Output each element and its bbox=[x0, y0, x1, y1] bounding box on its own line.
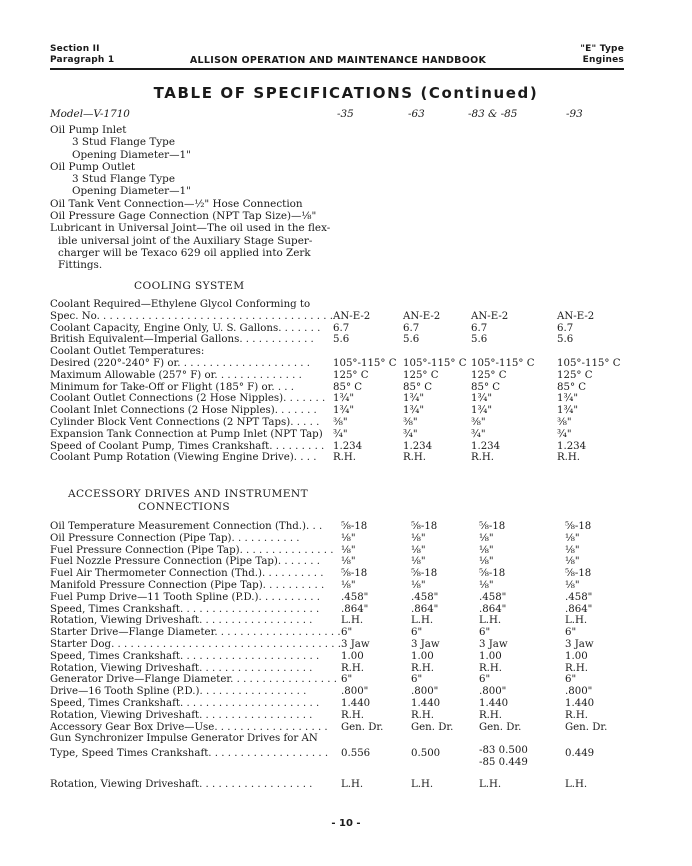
intro-line: 3 Stud Flange Type bbox=[72, 136, 175, 149]
value-93: 6" bbox=[565, 627, 577, 639]
value-35: .458" bbox=[341, 591, 369, 603]
value-93: 1.440 bbox=[565, 697, 595, 709]
value-35: 1¾" bbox=[332, 393, 355, 405]
row-label: Rotation, Viewing Driveshaft. . . . . . . . . . . . . . . . . . bbox=[50, 778, 313, 790]
value-83-85: R.H. bbox=[479, 709, 503, 721]
value-63: R.H. bbox=[402, 452, 427, 464]
value-83-85: ⅛" bbox=[479, 532, 494, 544]
value-93: L.H. bbox=[565, 778, 588, 790]
value-83-85: .800" bbox=[479, 686, 507, 698]
value-63: .800" bbox=[411, 686, 439, 698]
value-63: ⅛" bbox=[411, 579, 426, 591]
value-63: Gen. Dr. bbox=[411, 721, 454, 733]
table-row bbox=[50, 627, 635, 639]
value-83-85: 1.234 bbox=[470, 440, 501, 452]
handbook-title: ALLISON OPERATION AND MAINTENANCE HANDBOOK bbox=[189, 55, 487, 66]
value-93: ⅛" bbox=[565, 579, 580, 591]
value-63: 1¾" bbox=[402, 405, 425, 417]
table-row bbox=[50, 710, 635, 722]
value-35: AN-E-2 bbox=[332, 310, 371, 322]
value-35: ⅜" bbox=[332, 416, 348, 428]
header-rule bbox=[50, 68, 624, 70]
value-83-85: 6" bbox=[479, 627, 491, 639]
value-83-85: 1.440 bbox=[479, 697, 509, 709]
value-35: 1.00 bbox=[341, 650, 364, 662]
value-83-85: 6" bbox=[479, 674, 491, 686]
value-93: AN-E-2 bbox=[556, 310, 595, 322]
value-35: 3 Jaw bbox=[341, 638, 370, 650]
row-label: Cylinder Block Vent Connections (2 NPT Taps). . . . . bbox=[50, 416, 320, 428]
value-35: 1¾" bbox=[332, 405, 355, 417]
value-63: .458" bbox=[411, 591, 439, 603]
table-row bbox=[50, 745, 635, 769]
value-83: -83 0.500 bbox=[479, 745, 528, 757]
table-row bbox=[50, 556, 635, 568]
value-63: ⅛" bbox=[411, 544, 426, 556]
value-93: 1¾" bbox=[556, 393, 579, 405]
row-label: Generator Drive—Flange Diameter. . . . . . . . . . . . . . . . . bbox=[50, 674, 337, 686]
row-label: Coolant Outlet Temperatures: bbox=[50, 346, 205, 358]
column-header-93: -93 bbox=[566, 108, 583, 120]
table-row bbox=[50, 604, 635, 616]
accessory-table bbox=[50, 521, 635, 791]
value-83-85: L.H. bbox=[479, 778, 502, 790]
table-row bbox=[50, 663, 635, 675]
value-93: 105°-115° C bbox=[556, 357, 621, 369]
value-83-85: ⅜" bbox=[470, 416, 486, 428]
value-93: ⅝-18 bbox=[565, 521, 592, 532]
row-label: Starter Dog. . . . . . . . . . . . . . . . . . . . . . . . . . . . . . . . . . . . bbox=[50, 638, 341, 650]
page-title: TABLE OF SPECIFICATIONS (Continued) bbox=[153, 84, 539, 102]
table-row bbox=[50, 334, 627, 346]
value-93: 6" bbox=[565, 674, 577, 686]
value-35: 6" bbox=[341, 674, 353, 686]
value-63: 6.7 bbox=[402, 322, 420, 334]
row-label: Desired (220°-240° F) or. . . . . . . . . . . . . . . . . . . . . bbox=[50, 357, 311, 369]
engine-type bbox=[580, 44, 624, 66]
page-number: - 10 - bbox=[331, 818, 361, 829]
value-35: ⅛" bbox=[341, 532, 356, 544]
column-header-35: -35 bbox=[337, 108, 354, 120]
table-row bbox=[50, 382, 627, 394]
value-35: ¾" bbox=[332, 428, 348, 440]
table-row bbox=[50, 686, 635, 698]
row-label: Starter Drive—Flange Diameter. . . . . . . . . . . . . . . . . . . . bbox=[50, 627, 341, 639]
value-93: R.H. bbox=[565, 709, 589, 721]
intro-line: Fittings. bbox=[58, 259, 103, 272]
value-93: 1.00 bbox=[565, 650, 588, 662]
value-83-85: L.H. bbox=[479, 615, 502, 627]
table-row bbox=[50, 733, 635, 745]
value-63: 1.440 bbox=[411, 697, 441, 709]
value-35: 125° C bbox=[332, 369, 369, 381]
row-label: Coolant Required—Ethylene Glycol Conforming to bbox=[50, 299, 311, 310]
table-row bbox=[50, 639, 635, 651]
value-93: L.H. bbox=[565, 615, 588, 627]
value-93: ⅛" bbox=[565, 544, 580, 556]
value-83-85: 1.00 bbox=[479, 650, 502, 662]
value-63: L.H. bbox=[411, 778, 434, 790]
value-63: .864" bbox=[411, 603, 439, 615]
table-row bbox=[50, 592, 635, 604]
table-row bbox=[50, 651, 635, 663]
table-row bbox=[50, 698, 635, 710]
row-label: Spec. No. . . . . . . . . . . . . . . . . . . . . . . . . . . . . . . . . . . . . bbox=[50, 310, 333, 322]
table-row bbox=[50, 452, 627, 464]
value-63: 6" bbox=[411, 674, 423, 686]
value-63: 6" bbox=[411, 627, 423, 639]
intro-line: Oil Tank Vent Connection—½" Hose Connection bbox=[50, 197, 303, 210]
accessory-title-line2: CONNECTIONS bbox=[138, 500, 231, 513]
value-63: ⅛" bbox=[411, 532, 426, 544]
intro-line: 3 Stud Flange Type bbox=[72, 173, 175, 186]
value-83-85: 3 Jaw bbox=[479, 638, 508, 650]
value-35: ⅛" bbox=[341, 579, 356, 591]
value-63: 3 Jaw bbox=[411, 638, 440, 650]
value-35: R.H. bbox=[332, 452, 357, 464]
value-93: 0.449 bbox=[565, 748, 595, 760]
value-35: 1.440 bbox=[341, 697, 371, 709]
row-label: Maximum Allowable (257° F) or. . . . . . . . . . . . . . bbox=[50, 369, 302, 381]
value-93: ⅛" bbox=[565, 556, 580, 568]
value-83-85: ⅝-18 bbox=[479, 521, 506, 532]
value-35: ⅛" bbox=[341, 544, 356, 556]
value-35: ⅛" bbox=[341, 556, 356, 568]
value-83-85: .458" bbox=[479, 591, 507, 603]
value-63: 5.6 bbox=[402, 334, 420, 346]
row-label: Rotation, Viewing Driveshaft. . . . . . . . . . . . . . . . . . bbox=[50, 709, 313, 721]
intro-line: ible universal joint of the Auxiliary Stage Super- bbox=[58, 234, 313, 247]
table-row bbox=[50, 323, 627, 335]
table-row bbox=[50, 358, 627, 370]
value-35: .864" bbox=[341, 603, 369, 615]
value-35: Gen. Dr. bbox=[341, 721, 384, 733]
value-35: 85° C bbox=[332, 381, 363, 393]
value-35: L.H. bbox=[341, 778, 364, 790]
intro-line: Opening Diameter—1" bbox=[72, 185, 191, 198]
row-label: Rotation, Viewing Driveshaft. . . . . . . . . . . . . . . . . . bbox=[50, 615, 313, 627]
value-83-85: Gen. Dr. bbox=[479, 721, 522, 733]
row-label: Drive—16 Tooth Spline (P.D.). . . . . . . . . . . . . . . . . bbox=[50, 686, 307, 698]
value-63: 105°-115° C bbox=[402, 357, 467, 369]
value-63: ¾" bbox=[402, 428, 418, 440]
value-93: .864" bbox=[565, 603, 593, 615]
row-label: Fuel Nozzle Pressure Connection (Pipe Tap). . . . . . . bbox=[50, 556, 320, 568]
row-label: Manifold Pressure Connection (Pipe Tap). . . . . . . . . . bbox=[50, 579, 325, 591]
row-label: Oil Temperature Measurement Connection (Thd.). . . bbox=[50, 521, 323, 532]
value-93: 125° C bbox=[556, 369, 593, 381]
intro-line: Oil Pump Inlet bbox=[50, 124, 127, 136]
intro-line: charger will be Texaco 629 oil applied into Zerk bbox=[58, 246, 311, 259]
value-63: ⅝-18 bbox=[411, 521, 438, 532]
accessory-title-line1: ACCESSORY DRIVES AND INSTRUMENT bbox=[68, 488, 309, 500]
value-93: Gen. Dr. bbox=[565, 721, 608, 733]
value-63: 1¾" bbox=[402, 393, 425, 405]
value-93: 5.6 bbox=[556, 334, 574, 346]
table-row bbox=[50, 405, 627, 417]
value-93: ¾" bbox=[556, 428, 572, 440]
value-63: 0.500 bbox=[411, 748, 441, 760]
table-row bbox=[50, 722, 635, 734]
value-93: ⅜" bbox=[556, 416, 572, 428]
value-83-85: ⅛" bbox=[479, 556, 494, 568]
value-35: 5.6 bbox=[332, 334, 350, 346]
value-83-85: 105°-115° C bbox=[470, 357, 535, 369]
column-header-83-85: -83 & -85 bbox=[468, 108, 518, 120]
model-label: Model—V-1710 bbox=[50, 108, 130, 120]
value-63: AN-E-2 bbox=[402, 310, 441, 322]
row-label: Coolant Capacity, Engine Only, U. S. Gallons. . . . . . . bbox=[50, 322, 321, 334]
value-63: 1.234 bbox=[402, 440, 433, 452]
value-93: 85° C bbox=[556, 381, 587, 393]
cooling-section-title: COOLING SYSTEM bbox=[134, 280, 245, 292]
engine-type-line2: Engines bbox=[582, 55, 624, 65]
value-83-85: 1¾" bbox=[470, 405, 493, 417]
value-83-85: 85° C bbox=[470, 381, 501, 393]
table-row bbox=[50, 545, 635, 557]
value-83-85: ⅛" bbox=[479, 544, 494, 556]
value-63: ⅛" bbox=[411, 556, 426, 568]
row-label: Rotation, Viewing Driveshaft. . . . . . . . . . . . . . . . . . bbox=[50, 662, 313, 674]
row-label: Expansion Tank Connection at Pump Inlet (NPT Tap) bbox=[50, 428, 323, 440]
intro-line: Oil Pump Outlet bbox=[50, 160, 135, 173]
value-63: ⅝-18 bbox=[411, 568, 438, 580]
value-83-85: R.H. bbox=[470, 452, 495, 464]
table-row bbox=[50, 533, 635, 545]
row-label: Accessory Gear Box Drive—Use. . . . . . . . . . . . . . . . . . bbox=[50, 721, 328, 733]
oil-intro-block bbox=[50, 124, 330, 272]
intro-line: Lubricant in Universal Joint—The oil used in the flex- bbox=[50, 222, 331, 235]
row-label: Speed, Times Crankshaft. . . . . . . . . . . . . . . . . . . . . . bbox=[50, 603, 320, 615]
value-83-85 bbox=[479, 745, 565, 769]
row-label: Coolant Inlet Connections (2 Hose Nipples). . . . . . . bbox=[50, 405, 317, 417]
engine-type-line1: "E" Type bbox=[580, 44, 624, 54]
value-83-85: 1¾" bbox=[470, 393, 493, 405]
intro-line: Opening Diameter—1" bbox=[72, 148, 191, 161]
value-93: .458" bbox=[565, 591, 593, 603]
value-35: 6.7 bbox=[332, 322, 350, 334]
accessory-section-title bbox=[68, 488, 308, 513]
value-83-85: ¾" bbox=[470, 428, 486, 440]
value-63: L.H. bbox=[411, 615, 434, 627]
row-label: Coolant Pump Rotation (Viewing Engine Drive). . . . bbox=[50, 452, 317, 464]
column-header-63: -63 bbox=[408, 108, 425, 120]
row-label: Speed, Times Crankshaft. . . . . . . . . . . . . . . . . . . . . . bbox=[50, 650, 320, 662]
value-63: R.H. bbox=[411, 709, 435, 721]
intro-line: Oil Pressure Gage Connection (NPT Tap Size)—⅛" bbox=[50, 210, 317, 223]
value-93: .800" bbox=[565, 686, 593, 698]
value-93: ⅛" bbox=[565, 532, 580, 544]
table-row bbox=[50, 521, 635, 533]
cooling-table bbox=[50, 299, 627, 464]
row-label: Fuel Pump Drive—11 Tooth Spline (P.D.). . . . . . . . . . bbox=[50, 591, 321, 603]
table-row bbox=[50, 370, 627, 382]
value-35: .800" bbox=[341, 686, 369, 698]
table-row bbox=[50, 674, 635, 686]
value-93: 1.234 bbox=[556, 440, 587, 452]
value-85: -85 0.449 bbox=[479, 756, 528, 768]
value-83-85: .864" bbox=[479, 603, 507, 615]
row-label: Speed of Coolant Pump, Times Crankshaft. . . . . . . . . bbox=[50, 440, 325, 452]
row-label: Fuel Pressure Connection (Pipe Tap). . . . . . . . . . . . . . . bbox=[50, 544, 334, 556]
row-label: Fuel Air Thermometer Connection (Thd.). . . . . . . . . . bbox=[50, 568, 324, 580]
value-83-85: 6.7 bbox=[470, 322, 488, 334]
table-row bbox=[50, 769, 635, 791]
value-83-85: R.H. bbox=[479, 662, 503, 674]
table-row bbox=[50, 311, 627, 323]
table-row bbox=[50, 568, 635, 580]
value-35: 6" bbox=[341, 627, 353, 639]
row-label: Coolant Outlet Connections (2 Hose Nipples). . . . . . . bbox=[50, 393, 326, 405]
table-row bbox=[50, 417, 627, 429]
row-label: Minimum for Take-Off or Flight (185° F) or. . . . bbox=[50, 381, 295, 393]
row-label: Gun Synchronizer Impulse Generator Drives for AN bbox=[50, 733, 318, 745]
row-label: British Equivalent—Imperial Gallons. . . . . . . . . . . . bbox=[50, 334, 314, 346]
table-row bbox=[50, 580, 635, 592]
value-35: 105°-115° C bbox=[332, 357, 397, 369]
value-63: 85° C bbox=[402, 381, 433, 393]
row-label: Oil Pressure Connection (Pipe Tap). . . . . . . . . . . bbox=[50, 532, 300, 544]
table-row bbox=[50, 429, 627, 441]
value-63: ⅜" bbox=[402, 416, 418, 428]
value-35: 0.556 bbox=[341, 748, 371, 760]
value-35: ⅝-18 bbox=[341, 568, 368, 580]
value-83-85: ⅝-18 bbox=[479, 568, 506, 580]
table-row bbox=[50, 346, 627, 358]
paragraph-label: Paragraph 1 bbox=[50, 55, 115, 65]
table-row bbox=[50, 441, 627, 453]
value-93: 1¾" bbox=[556, 405, 579, 417]
value-35: ⅝-18 bbox=[341, 521, 368, 532]
row-label: Type, Speed Times Crankshaft. . . . . . . . . . . . . . . . . . . bbox=[50, 748, 329, 760]
value-83-85: ⅛" bbox=[479, 579, 494, 591]
value-63: 125° C bbox=[402, 369, 439, 381]
value-35: 1.234 bbox=[332, 440, 363, 452]
value-93: R.H. bbox=[556, 452, 581, 464]
value-93: 6.7 bbox=[556, 322, 574, 334]
value-83-85: AN-E-2 bbox=[470, 310, 509, 322]
value-83-85: 5.6 bbox=[470, 334, 488, 346]
section-label: Section II bbox=[50, 44, 100, 54]
table-row bbox=[50, 393, 627, 405]
value-63: R.H. bbox=[411, 662, 435, 674]
value-83-85: 125° C bbox=[470, 369, 507, 381]
value-93: R.H. bbox=[565, 662, 589, 674]
value-63: 1.00 bbox=[411, 650, 434, 662]
value-93: 3 Jaw bbox=[565, 638, 594, 650]
value-35: L.H. bbox=[341, 615, 364, 627]
value-35: R.H. bbox=[341, 709, 365, 721]
value-93: ⅝-18 bbox=[565, 568, 592, 580]
table-row bbox=[50, 615, 635, 627]
value-35: R.H. bbox=[341, 662, 365, 674]
row-label: Speed, Times Crankshaft. . . . . . . . . . . . . . . . . . . . . . bbox=[50, 697, 320, 709]
section-paragraph bbox=[50, 44, 114, 66]
table-row bbox=[50, 299, 627, 311]
